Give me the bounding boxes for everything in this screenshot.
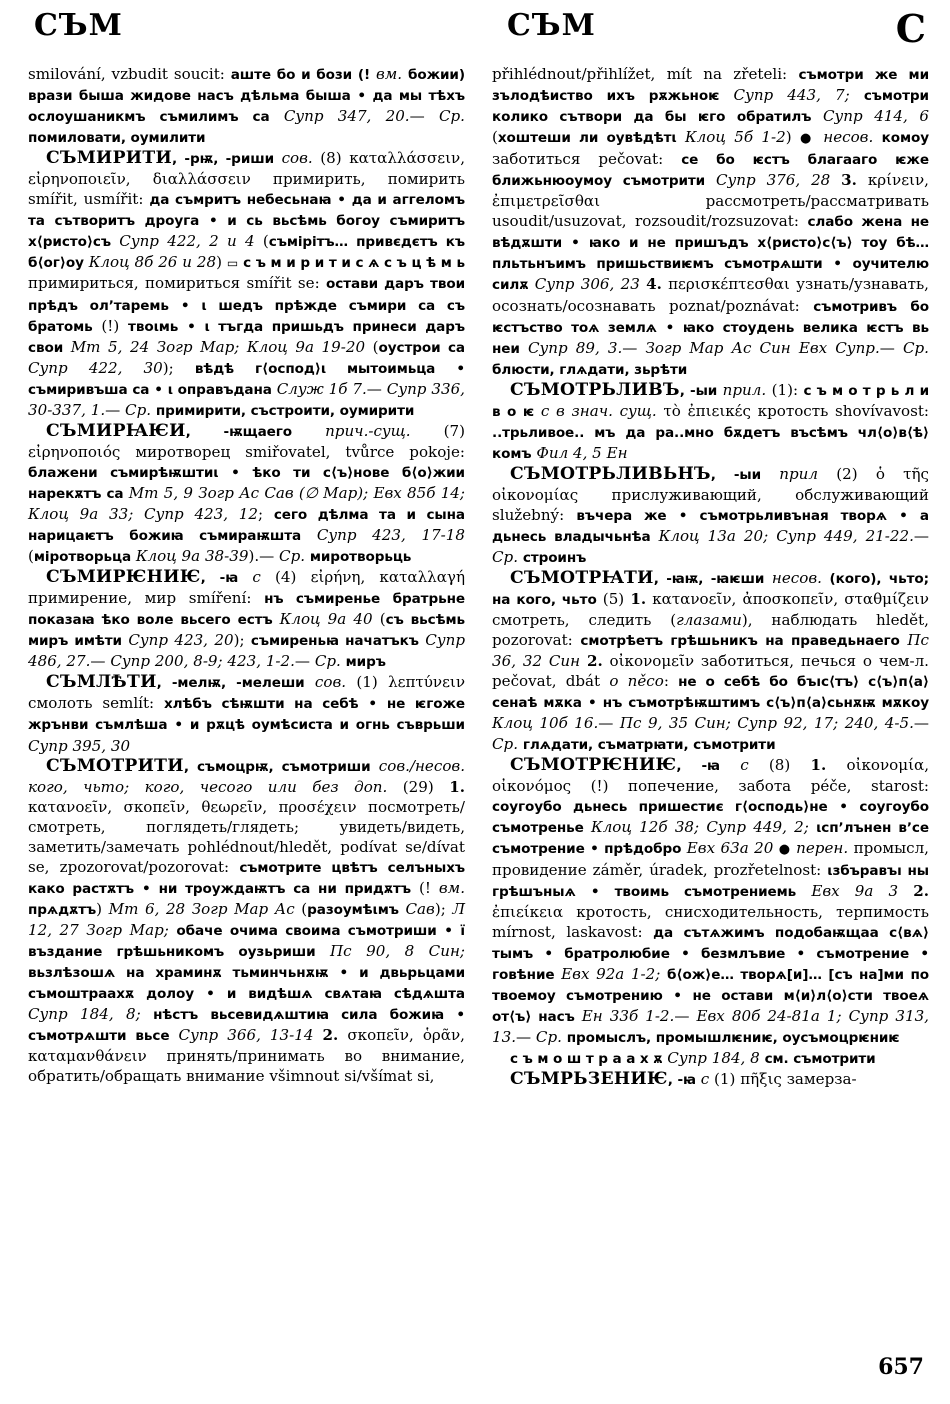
column-left — [28, 64, 465, 1086]
running-head-middle: СЪМ — [507, 8, 596, 43]
column-right — [492, 64, 929, 1090]
dictionary-entry: СЪМОТРꙖТИ, -ꙗѭ, -ꙗѥши несов. (кого), чьто; на кого, чьто (5) 1. κατανοεῖν, ἀποσκοπεῖν, σταθμίζειν смотреть, следить (глазами), наблюдать hledět, pozorovat: смотрѣетъ грѣшьникъ на праведьнаего Пс 36, 32 Син 2. οἰκονομεῖν заботиться, печься о чем-л. pečovat, dbát o něco: не о себѣ бо бъıс⟨тъ⟩ с⟨ъ⟩п⟨а⟩сенаѣ мѫка • нъ съмотрѣѭштимъ с⟨ъ⟩п⟨а⟩сьнѫѭ мѫкоу Клоц 10б 16.— Пс 9, 35 Син; Супр 92, 17; 240, 4-5.— Ср. глѧдати, съматрꙗти, съмотрити — [492, 568, 929, 753]
dictionary-entry: přihlédnout/přihlížet, mít na zřeteli: съмотри же ми зълодѣиство ихъ рѫжьноѥ Супр 443, 7; съмотри колико сътвори да бы ѥго обратилъ Супр 414, 6 (хоштеши ли оувѣдѣтι Клоц 5б 1-2) ● несов. комоу заботиться pečovat: се бо ѥстъ благааго ѥже ближьнюоумоу съмотрити Супр 376, 28 3. κρίνειν, ἐπιμετρεῖσθαι рассмотреть/рассматривать usoudit/usuzovat, rozsoudit/rozsuzovat: слабо жена не вѣдѫшти • ꙗко и не пришъдъ х⟨ристо⟩с⟨ъ⟩ тоу бѣ… пльтьнъимъ пришьствиѥмъ съмотрѧшти • оучителю силѫ Супр 306, 23 4. περισκέπτεσθαι узнать/узнавать, осознать/осознавать poznat/poznávat: съмотривъ бо ѥстъство тоѧ землѧ • ꙗко стоудень велика ѥстъ вь неи Супр 89, 3.— Зогр Мар Ас Син Евх Супр.— Ср. блюсти, глѧдати, зьрѣти — [492, 65, 929, 378]
dictionary-entry: СЪМРЬЗЕНИѤ, -ꙗ с (1) πῆξις замерза- — [510, 1069, 857, 1090]
running-head-left: СЪМ — [34, 8, 123, 43]
dictionary-entry: smilování, vzbudit soucit: аште бо и бози (! вм. божии) врази быша жидове насъ дѣльма быша • да мы тѣхъ ослоушаникмъ съмилимъ са Супр 347, 20.— Ср. помиловати, оумилити — [28, 65, 465, 147]
dictionary-entry: с ъ м о ш т р а а х ѫ Супр 184, 8 см. съмотрити — [510, 1049, 876, 1068]
dictionary-entry: СЪМОТРЬЛИВЬНЪ, -ыи прил (2) ὁ τῆς οἰκονομίας прислуживающий, обслуживающий služebný: въчера же • съмотрьливъная творѧ • а дьнесь владычьнѣа Клоц 13а 20; Супр 449, 21-22.— Ср. строинъ — [492, 463, 930, 567]
dictionary-entry: СЪМОТРИТИ, съмоцрѭ, съмотриши сов./несов. кого, чьто; кого, чесого или без доп. (29) 1. κατανοεῖν, σκοπεῖν, θεωρεῖν, προσέχειν посмотреть/смотреть, поглядеть/глядеть; увидеть/видеть, заметить/замечать pohlédnout/hledět, podívat se/dívat se, zpozorovat/pozorovat: съмотрите цвѣтъ селъныхъ како растѫтъ • ни троуждаѭтъ са ни придѫтъ (! вм. прѧдѫтъ) Мт 6, 28 Зогр Мар Ас (разоумѣιмъ Сав); Л 12, 27 Зогр Мар; обаче очима своима съмотриши • ї въздание грѣшьникомъ оузьриши Пс 90, 8 Син; вьзлѣзошѧ на храминѫ тьминчьнѫѭ • и двьрьцами съмоштраахѫ долоу • и видѣшѧ свѧтаꙗ сѣдѧшта Супр 184, 8; нѣстъ вьсевидѧштиꙗ сила божиꙗ • съмотрѧшти вьсе Супр 366, 13-14 2. σκοπεῖν, ὁρᾶν, καταμανθάνειν принять/принимать во внимание, обратить/обращать внимание všimnout si/všímat si, — [28, 755, 466, 1086]
page-number: 657 — [878, 1354, 924, 1380]
dictionary-entry: СЪМОТРѤНИѤ, -ꙗ с (8) 1. οἰκονομία, οἰκονόμος (!) попечение, забота péče, starost: соугоубо дьнесь пришестиє г⟨осподь⟩не • соугоубо съмотренье Клоц 12б 38; Супр 449, 2; ιспʼлънен вʼсе съмотрение • прѣдобро Евх 63а 20 ● перен. промысл, провидение záměr, úradek, prozřetelnost: ιзбъравъı ны грѣшъныѧ • твоимь съмотрениемь Евх 9а 3 2. ἐπιείκεια кротость, снисходительность, терпимость mírnost, laskavost: да сътѧжимъ подобаѭщаа с⟨вѧ⟩тымъ • братролюбие • безмлъвие • съмотрение • говѣние Евх 92а 1-2; б⟨ож⟩е… творѧ[и]… [съ на]ми по твоемоу съмотрению • не остави м⟨и⟩л⟨о⟩сти твоеѧ от⟨ъ⟩ насъ Ен 33б 1-2.— Евх 80б 24-81а 1; Супр 313, 13.— Ср. промыслъ, промышлѥниѥ, оусъмоцрѥниѥ — [492, 754, 929, 1047]
dictionary-entry: СЪМЛѢТИ, -мелѭ, -мелеши сов. (1) λεπτύνειν смолоть semlít: хлѣбъ сѣѭшти на себѣ • не ѥгоже жрънви съмлѣша • и рѫцѣ оумѣсиста и огнь съврьши Супр 395, 30 — [28, 672, 465, 755]
running-head-letter: С — [895, 6, 926, 51]
dictionary-entry: СЪМИРИТИ, -рѭ, -риши сов. (8) καταλλάσσειν, εἰρηνοποιεῖν, διαλλάσσειν примирить, помирить smířit, usmířit: да съмритъ небесьнаꙗ • да и аггеломъ та сътворитъ дроуга • и сь вьсѣмь богоу съмиритъ х⟨ристо⟩съ Супр 422, 2 и 4 (съмірітъ… привєдєтъ къ б⟨ог⟩оу Клоц 8б 26 и 28) ▭ с ъ м и р и т и с ѧ с ъ ц ѣ м ь примириться, помириться smířit se: остави даръ твои прѣдъ олʼтаремь • ι шедъ прѣжде съмири са съ братомь (!) твоιмь • ι тъгда пришьдъ принеси даръ свои Мт 5, 24 Зогр Мар; Клоц 9а 19-20 (оустрои са Супр 422, 30); вѣдѣ г⟨оспод⟩ι мытоимьца • съмиривъша са • ι оправъдана Служ 1б 7.— Супр 336, 30-337, 1.— Ср. примирити, състроити, оумирити — [28, 148, 465, 419]
running-head — [0, 8, 950, 58]
dictionary-entry: СЪМОТРЬЛИВЪ, -ыи прил. (1): с ъ м о т р ь л и в о ѥ с в знач. сущ. τὸ ἐπιεικές кротость shovívavost: ..трьливое.. мъ да ра..мно бѫдетъ въсѣмъ чл⟨о⟩в⟨ѣ⟩комъ Фил 4, 5 Ен — [492, 379, 929, 462]
dictionary-entry: СЪМИРѤНИѤ, -ꙗ с (4) εἰρήνη, καταλλαγή примирение, мир smíření: нъ съмиренье братрьне показаꙗ ѣко воле вьсего естъ Клоц 9а 40 (съ вьсѣмь миръ имѣти Супр 423, 20); съмиреньꙗ начатъкъ Супр 486, 27.— Супр 200, 8-9; 423, 1-2.— Ср. миръ — [28, 567, 465, 671]
dictionary-entry: СЪМИРꙖѤИ, -ѭщаего прич.-сущ. (7) εἰρηνοποιός миротворец smiřovatel, tvůrce pokoje: блажени съмирѣѭштиι • ѣко ти с⟨ъ⟩нове б⟨о⟩жии нарекѫтъ са Мт 5, 9 Зогр Ас Сав (∅ Мар); Евх 85б 14; Клоц 9а 33; Супр 423, 12; сего дѣлма та и сына нарицаѥтъ божиꙗ съмираѭшта Супр 423, 17-18 (міротворьца Клоц 9а 38-39).— Ср. миротворьць — [28, 420, 465, 566]
